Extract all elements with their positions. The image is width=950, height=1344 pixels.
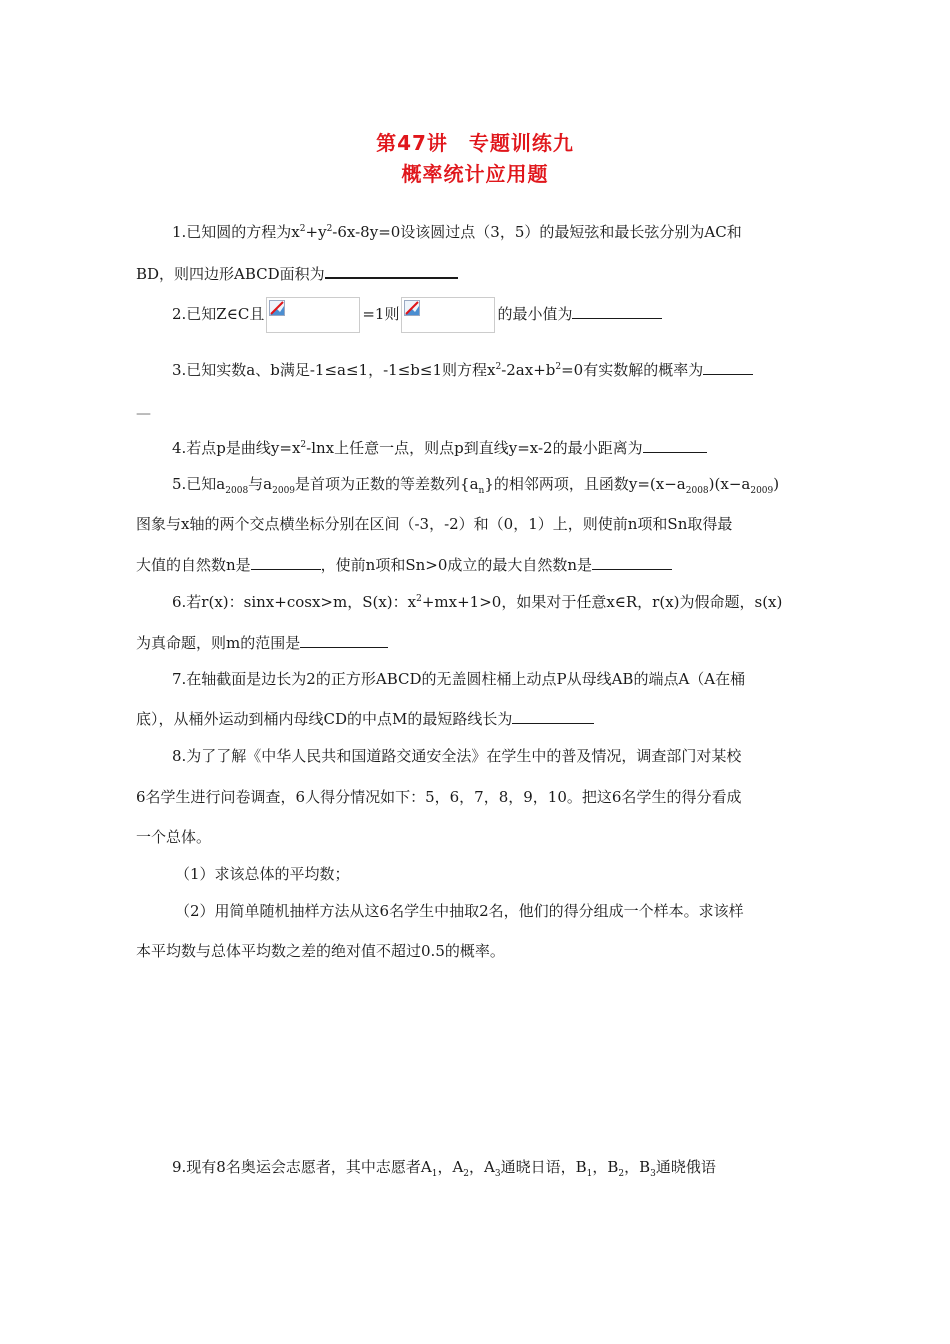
question-8-line-1: 8.为了了解《中华人民共和国道路交通安全法》在学生中的普及情况，调查部门对某校 <box>172 747 742 765</box>
question-3-blank-continued: — <box>136 404 151 422</box>
page-title-line1: 第47讲 专题训练九 <box>376 131 574 155</box>
question-6-line-2: 为真命题，则m的范围是 <box>136 633 816 653</box>
answer-blank <box>703 360 753 375</box>
question-4: 4.若点p是曲线$y=x^2$-lnx上任意一点，则点p到直线y=x-2的最小距离为 <box>172 438 816 458</box>
answer-blank <box>592 555 672 570</box>
page-title-line2: 概率统计应用题 <box>401 162 549 186</box>
answer-blank <box>572 304 662 319</box>
question-6-line-1: 6.若r(x)：sinx+cosx>m，S(x)：$x^2+mx+1>0$，如果对于任意x∈R，r(x)为假命题，s(x) <box>172 593 783 611</box>
formula-image-2 <box>401 297 495 333</box>
question-1-line-1: 1.已知圆的方程为$x^2+y^2-6x-8y=0$设该圆过点（3，5）的最短弦和最长弦分别为AC和 <box>172 223 742 241</box>
question-2: 2.已知Z∈C且 =1则 的最小值为 <box>172 297 816 333</box>
answer-blank <box>643 438 707 453</box>
question-8-line-3: 一个总体。 <box>136 828 212 846</box>
question-5-line-1: 5.已知$a_{2008}$与$a_{2009}$是首项为正数的等差数列$\{a_n\}$的相邻两项，且函数$y=(x-a_{2008})(x-a_{2009})$ <box>172 475 780 496</box>
question-8-part-2-line-2: 本平均数与总体平均数之差的绝对值不超过0.5的概率。 <box>136 942 505 960</box>
answer-blank <box>251 555 321 570</box>
answer-blank <box>325 263 458 279</box>
question-8-line-2: 6名学生进行问卷调查，6人得分情况如下：5，6，7，8，9，10。把这6名学生的得分看成 <box>136 788 742 806</box>
question-1-line-2: BD，则四边形ABCD面积为 <box>136 263 816 284</box>
question-5-line-2: 图象与x轴的两个交点横坐标分别在区间（-3，-2）和（0，1）上，则使前n项和Sn取得最 <box>136 515 733 533</box>
question-7-line-1: 7.在轴截面是边长为2的正方形ABCD的无盖圆柱桶上动点P从母线AB的端点A（A在桶 <box>172 670 746 688</box>
question-8-part-1: （1）求该总体的平均数； <box>175 865 350 883</box>
answer-blank <box>300 633 388 648</box>
question-8-part-2-line-1: （2）用简单随机抽样方法从这6名学生中抽取2名，他们的得分组成一个样本。求该样 <box>175 902 744 920</box>
broken-image-icon <box>404 300 420 316</box>
question-3: 3.已知实数a、b满足-1≤a≤1，-1≤b≤1则方程$x^2-2ax+b^2=0$有实数解的概率为 <box>172 360 816 380</box>
question-9-line-1: 9.现有8名奥运会志愿者，其中志愿者$A_1$，$A_2$，$A_3$通晓日语，$B_1$，$B_2$，$B_3$通晓俄语 <box>172 1158 716 1179</box>
answer-blank <box>512 709 594 724</box>
broken-image-icon <box>269 300 285 316</box>
question-7-line-2: 底），从桶外运动到桶内母线CD的中点M的最短路线长为 <box>136 709 816 729</box>
formula-image-1 <box>266 297 360 333</box>
question-5-line-3: 大值的自然数n是 ，使前n项和Sn>0成立的最大自然数n是 <box>136 555 816 575</box>
